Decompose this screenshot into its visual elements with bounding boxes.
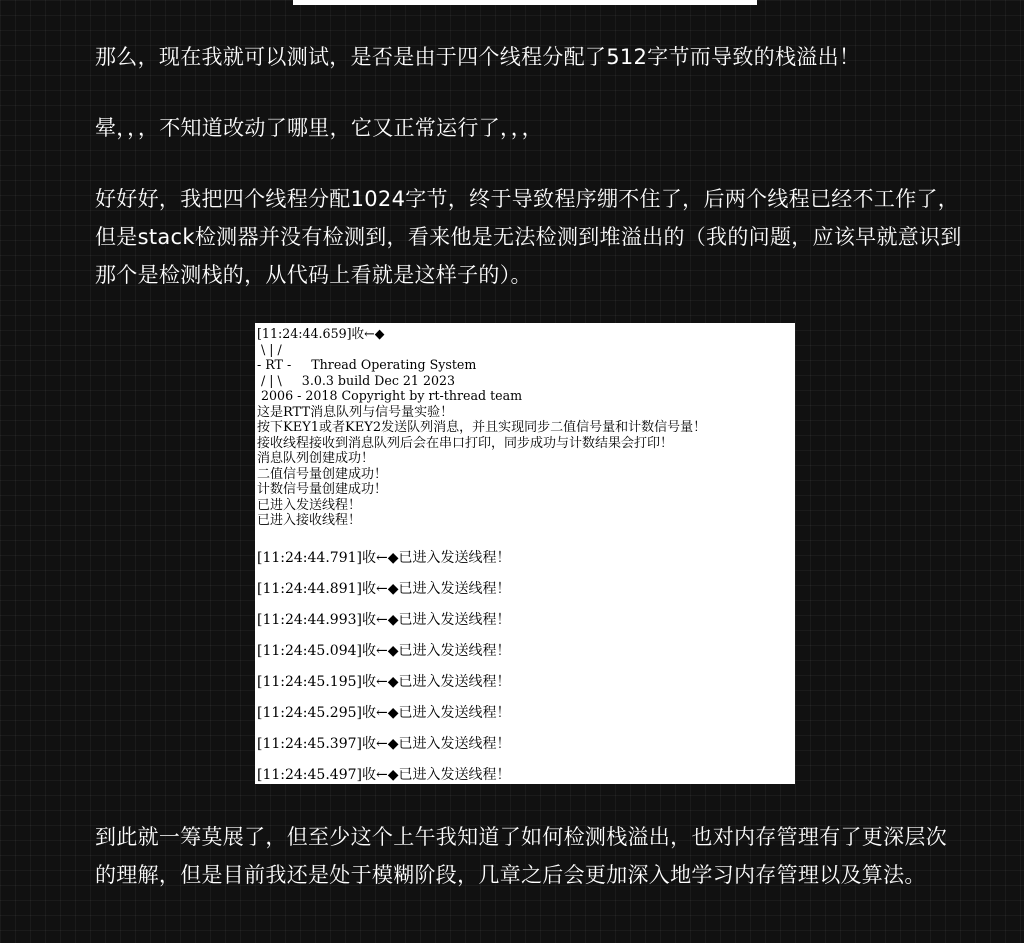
terminal-line: [11:24:45.195]收←◆已进入发送线程！ [257,673,511,690]
terminal-line: [11:24:45.397]收←◆已进入发送线程！ [257,735,511,752]
terminal-messages [257,405,795,529]
terminal-line: \ | / [257,342,282,358]
terminal-line: 接收线程接收到消息队列后会在串口打印，同步成功与计数结果会打印！ [257,435,674,451]
paragraph-4: 到此就一筹莫展了，但至少这个上午我知道了如何检测栈溢出，也对内存管理有了更深层次的理解，但是目前我还是处于模糊阶段，几章之后会更加深入地学习内存管理以及算法。 [95,825,947,887]
terminal-line: 2006 - 2018 Copyright by rt-thread team [257,389,523,404]
terminal-loop-output [257,543,795,785]
terminal-spacer [257,529,795,543]
terminal-line: 这是RTT消息队列与信号量实验！ [257,404,454,420]
terminal-line: 消息队列创建成功！ [257,451,375,466]
terminal-line: 计数信号量创建成功！ [257,482,388,497]
terminal-line: 已进入发送线程！ [257,497,362,513]
terminal-line: 已进入接收线程！ [257,513,362,528]
terminal-header [257,327,795,405]
terminal-line: [11:24:44.659]收←◆ [257,327,385,342]
terminal-line: 按下KEY1或者KEY2发送队列消息，并且实现同步二值信号量和计数信号量！ [257,420,707,435]
top-image-edge [293,0,757,5]
terminal-line: [11:24:44.791]收←◆已进入发送线程！ [257,549,511,566]
terminal-line: [11:24:45.295]收←◆已进入发送线程！ [257,704,511,721]
terminal-line: / | \ 3.0.3 build Dec 21 2023 [257,373,456,389]
terminal-line: [11:24:45.094]收←◆已进入发送线程！ [257,642,511,659]
terminal-line: [11:24:45.497]收←◆已进入发送线程！ [257,766,511,783]
terminal-line: [11:24:44.993]收←◆已进入发送线程！ [257,611,511,628]
paragraph-1: 那么，现在我就可以测试，是否是由于四个线程分配了512字节而导致的栈溢出！ [95,45,861,69]
terminal-line: 二值信号量创建成功！ [257,466,388,482]
paragraph-2: 晕，，，不知道改动了哪里，它又正常运行了，，， [95,116,543,140]
terminal-line: - RT - Thread Operating System [257,358,477,373]
paragraph-3: 好好好，我把四个线程分配1024字节，终于导致程序绷不住了，后两个线程已经不工作了，但是stack检测器并没有检测到，看来他是无法检测到堆溢出的（我的问题，应该早就意识到那个是检测栈的，从代码上看就是这样子的）。 [95,187,962,287]
serial-terminal-screenshot [255,323,795,784]
terminal-line: [11:24:44.891]收←◆已进入发送线程！ [257,580,511,597]
